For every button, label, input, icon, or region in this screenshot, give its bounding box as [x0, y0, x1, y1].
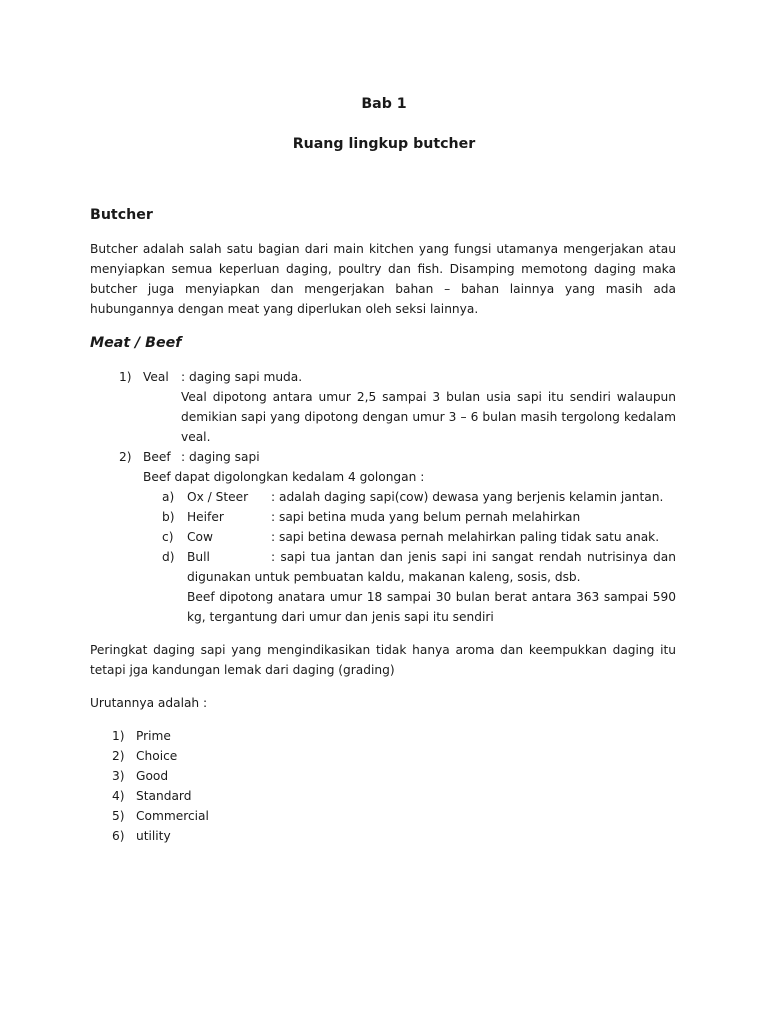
sub-letter: b): [162, 510, 175, 524]
list-definition: : daging sapi: [181, 450, 260, 464]
list-lead: Beef dapat digolongkan kedalam 4 golongan :: [143, 470, 425, 484]
sub-definition: : sapi betina dewasa pernah melahirkan paling tidak satu anak.: [271, 530, 660, 544]
grade-label: Standard: [136, 789, 192, 803]
list-term: Veal: [143, 370, 169, 384]
list-number: 2): [119, 450, 132, 464]
list-definition: : daging sapi muda.: [181, 370, 303, 384]
sub-name: Ox / Steer: [187, 490, 249, 504]
grade-number: 2): [112, 749, 125, 763]
sub-name: Cow: [187, 530, 213, 544]
list-term: Beef: [143, 450, 171, 464]
list-number: 1): [119, 370, 132, 384]
sub-letter: c): [162, 530, 174, 544]
sub-name: Heifer: [187, 510, 224, 524]
grade-label: Commercial: [136, 809, 209, 823]
sub-name: Bull: [187, 550, 210, 564]
sub-letter: d): [162, 550, 175, 564]
chapter-title: Ruang lingkup butcher: [292, 136, 476, 152]
grade-label: utility: [136, 829, 171, 843]
grade-label: Choice: [136, 749, 178, 763]
subsection-heading: Meat / Beef: [90, 335, 182, 351]
grade-number: 1): [112, 729, 125, 743]
chapter-number: Bab 1: [361, 96, 407, 112]
grade-number: 3): [112, 769, 125, 783]
intro-paragraph: Butcher adalah salah satu bagian dari main kitchen yang fungsi utamanya mengerjakan atau menyiapkan semua keperluan daging, poultry dan fish. Disamping memotong daging maka butcher juga menyiapkan dan mengerjakan bahan – bahan lainnya yang masih ada hubungannya dengan meat yang diperlukan oleh seksi lainnya.: [90, 242, 676, 316]
grading-paragraph: Peringkat daging sapi yang mengindikasikan tidak hanya aroma dan keempukkan daging itu tetapi jga kandungan lemak dari daging (grading): [90, 643, 676, 677]
grade-label: Prime: [136, 729, 171, 743]
grade-number: 5): [112, 809, 125, 823]
sub-definition: : sapi tua jantan dan jenis sapi ini sangat rendah nutrisinya dan digunakan untuk pembuatan kaldu, makanan kaleng, sosis, dsb.: [187, 550, 676, 584]
list-description: Veal dipotong antara umur 2,5 sampai 3 bulan usia sapi itu sendiri walaupun demikian sapi yang dipotong dengan umur 3 – 6 bulan masih tergolong kedalam veal.: [181, 390, 676, 444]
list-note: Beef dipotong anatara umur 18 sampai 30 bulan berat antara 363 sampai 590 kg, tergantung dari umur dan jenis sapi itu sendiri: [187, 590, 676, 624]
grade-number: 6): [112, 829, 125, 843]
order-label: Urutannya adalah :: [90, 696, 208, 710]
grade-label: Good: [136, 769, 169, 783]
sub-definition: : sapi betina muda yang belum pernah melahirkan: [271, 510, 581, 524]
section-heading: Butcher: [90, 207, 153, 223]
sub-letter: a): [162, 490, 175, 504]
grade-number: 4): [112, 789, 125, 803]
sub-definition: : adalah daging sapi(cow) dewasa yang berjenis kelamin jantan.: [271, 490, 664, 504]
